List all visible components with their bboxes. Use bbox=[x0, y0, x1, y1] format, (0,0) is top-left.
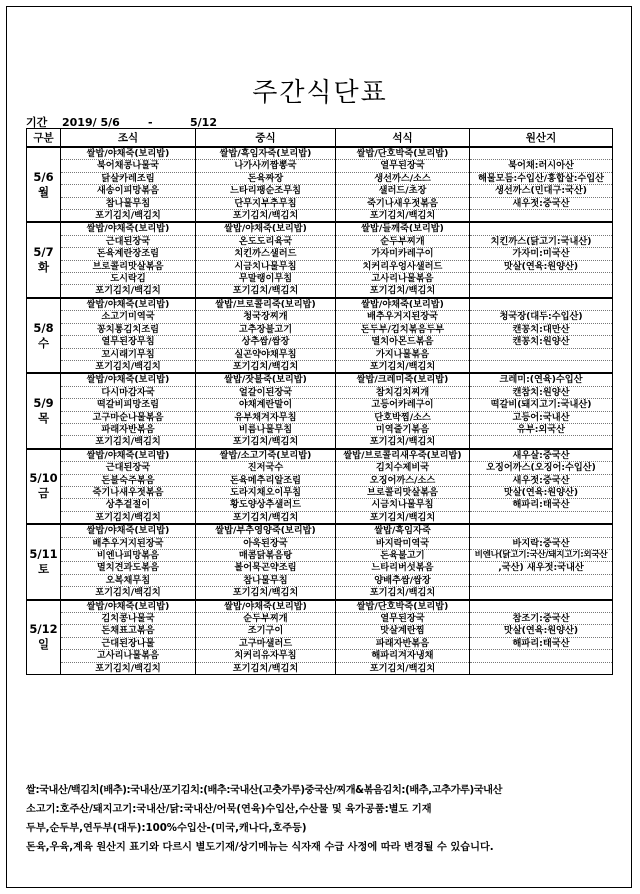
origin-cell: 맛살(연육:원양산) bbox=[470, 486, 613, 498]
header-origin: 원산지 bbox=[470, 129, 613, 148]
dinner-cell: 맛살계란찜 bbox=[336, 625, 470, 637]
menu-row bbox=[27, 360, 613, 373]
origin-cell bbox=[470, 587, 613, 600]
breakfast-cell: 새송이피망볶음 bbox=[61, 185, 196, 197]
dinner-cell: 가지나물볶음 bbox=[336, 348, 470, 360]
breakfast-cell: 포기김치/백김치 bbox=[61, 210, 196, 223]
origin-cell: 크레미:(연육)수입산 bbox=[470, 373, 613, 386]
menu-row bbox=[27, 511, 613, 524]
menu-row bbox=[27, 423, 613, 435]
dinner-cell: 생선까스/소스 bbox=[336, 172, 470, 184]
origin-cell: ,국산) 새우젓:국내산 bbox=[470, 562, 613, 574]
day-cell bbox=[27, 222, 61, 297]
dinner-cell: 고사리나물볶음 bbox=[336, 273, 470, 285]
origin-cell: 바지락:중국산 bbox=[470, 537, 613, 549]
lunch-cell: 포기김치/백김치 bbox=[196, 210, 336, 223]
dinner-cell: 가자미카레구이 bbox=[336, 248, 470, 260]
day-date: 5/12 bbox=[29, 622, 58, 637]
origin-cell: 비엔나(닭고기:국산/돼지고기:외국산 bbox=[470, 550, 613, 562]
lunch-cell: 쌀밥/야채죽(보리밥) bbox=[196, 600, 336, 613]
menu-row bbox=[27, 650, 613, 662]
dinner-cell: 샐러드/초장 bbox=[336, 185, 470, 197]
day-cell bbox=[27, 373, 61, 448]
menu-row bbox=[27, 323, 613, 335]
lunch-cell: 포기김치/백김치 bbox=[196, 285, 336, 298]
breakfast-cell: 파래자반볶음 bbox=[61, 423, 196, 435]
menu-row bbox=[27, 160, 613, 172]
lunch-cell: 유부채겨자무침 bbox=[196, 411, 336, 423]
dinner-cell: 열무된장국 bbox=[336, 613, 470, 625]
dinner-cell: 치커리우엉사샐러드 bbox=[336, 260, 470, 272]
menu-row bbox=[27, 613, 613, 625]
origin-cell: 새우젓:중국산 bbox=[470, 474, 613, 486]
page-title: 주간식단표 bbox=[252, 78, 388, 108]
menu-row bbox=[27, 662, 613, 674]
dinner-cell: 돈두부/김치볶음두부 bbox=[336, 323, 470, 335]
dinner-cell: 돈육불고기 bbox=[336, 550, 470, 562]
breakfast-cell: 소고기미역국 bbox=[61, 311, 196, 323]
menu-body bbox=[27, 147, 613, 675]
day-cell bbox=[27, 600, 61, 675]
day-date: 5/8 bbox=[33, 320, 54, 335]
origin-cell: 캔참치:원양산 bbox=[470, 386, 613, 398]
breakfast-cell: 멸치견과도볶음 bbox=[61, 562, 196, 574]
dinner-cell: 쌀밥/브로콜리새우죽(보리밥) bbox=[336, 449, 470, 462]
menu-row bbox=[27, 562, 613, 574]
lunch-cell: 치커리유자무침 bbox=[196, 650, 336, 662]
menu-row bbox=[27, 235, 613, 247]
origin-cell bbox=[470, 210, 613, 223]
origin-cell: 해파리:태국산 bbox=[470, 499, 613, 511]
breakfast-cell: 열무된장무침 bbox=[61, 336, 196, 348]
lunch-cell: 고추장불고기 bbox=[196, 323, 336, 335]
note-line: 쌀:국내산/백김치(배추):국내산/포기김치:(배추:국내산(고춧가루)중국산/찌개&볶음김치:(배추,고추가루)국내산 bbox=[26, 785, 503, 796]
lunch-cell: 쌀밥/부추영양죽(보리밥) bbox=[196, 524, 336, 537]
breakfast-cell: 포기김치/백김치 bbox=[61, 360, 196, 373]
menu-row bbox=[27, 348, 613, 360]
breakfast-cell: 꼬시래기무침 bbox=[61, 348, 196, 360]
dinner-cell: 포기김치/백김치 bbox=[336, 436, 470, 449]
lunch-cell: 볼어묵곤약조림 bbox=[196, 562, 336, 574]
dinner-cell: 느타리버섯볶음 bbox=[336, 562, 470, 574]
lunch-cell: 상추쌈/쌈장 bbox=[196, 336, 336, 348]
breakfast-cell: 돈불숙주볶음 bbox=[61, 474, 196, 486]
menu-row bbox=[27, 499, 613, 511]
menu-row bbox=[27, 373, 613, 386]
menu-row bbox=[27, 185, 613, 197]
dinner-cell: 오징어까스/소스 bbox=[336, 474, 470, 486]
dinner-cell: 고등어카레구이 bbox=[336, 399, 470, 411]
breakfast-cell: 떡갈비피망조림 bbox=[61, 399, 196, 411]
lunch-cell: 시금치나물무침 bbox=[196, 260, 336, 272]
lunch-cell: 쌀밥/야채죽(보리밥) bbox=[196, 222, 336, 235]
lunch-cell: 황도양상추샐러드 bbox=[196, 499, 336, 511]
origin-cell bbox=[470, 360, 613, 373]
header-category: 구분 bbox=[27, 129, 61, 148]
menu-row bbox=[27, 210, 613, 223]
menu-row bbox=[27, 197, 613, 209]
origin-cell bbox=[470, 273, 613, 285]
origin-cell: 가자미:미국산 bbox=[470, 248, 613, 260]
menu-row bbox=[27, 600, 613, 613]
lunch-cell: 청국장찌개 bbox=[196, 311, 336, 323]
lunch-cell: 포기김치/백김치 bbox=[196, 511, 336, 524]
day-weekday: 수 bbox=[37, 335, 50, 350]
dinner-cell: 멸치아몬드볶음 bbox=[336, 336, 470, 348]
day-cell bbox=[27, 524, 61, 599]
day-date: 5/10 bbox=[29, 471, 58, 486]
origin-cell: 맛살(연육:원양산) bbox=[470, 625, 613, 637]
dinner-cell: 순두부찌개 bbox=[336, 235, 470, 247]
dinner-cell: 포기김치/백김치 bbox=[336, 210, 470, 223]
origin-cell: 생선까스(민대구:국산) bbox=[470, 185, 613, 197]
breakfast-cell: 포기김치/백김치 bbox=[61, 511, 196, 524]
menu-row bbox=[27, 486, 613, 498]
lunch-cell: 쌀밥/잣불죽(보리밥) bbox=[196, 373, 336, 386]
menu-row bbox=[27, 550, 613, 562]
menu-row bbox=[27, 462, 613, 474]
origin-cell: 청국장(대두:수입산) bbox=[470, 311, 613, 323]
menu-row bbox=[27, 574, 613, 586]
day-weekday: 월 bbox=[37, 184, 50, 199]
dinner-cell: 쌀밥/야채죽(보리밥) bbox=[336, 298, 470, 311]
note-line: 소고기:호주산/돼지고기:국내산/닭:국내산/어묵(연육)수입산,수산물 및 육가공품:별도 기재 bbox=[26, 804, 432, 815]
menu-row bbox=[27, 449, 613, 462]
origin-cell bbox=[470, 574, 613, 586]
origin-cell: 캔꽁치:대만산 bbox=[470, 323, 613, 335]
lunch-cell: 야채계란말이 bbox=[196, 399, 336, 411]
origin-cell: 새우살:중국산 bbox=[470, 449, 613, 462]
breakfast-cell: 포기김치/백김치 bbox=[61, 587, 196, 600]
origin-cell bbox=[470, 662, 613, 674]
lunch-cell: 얼갈이된장국 bbox=[196, 386, 336, 398]
lunch-cell: 조기구이 bbox=[196, 625, 336, 637]
breakfast-cell: 다시마감자국 bbox=[61, 386, 196, 398]
dinner-cell: 쌀밥/들깨죽(보리밥) bbox=[336, 222, 470, 235]
note-line: 두부,순두부,연두부(대두):100%수입산-(미국,캐나다,호주등) bbox=[26, 823, 307, 834]
menu-row bbox=[27, 625, 613, 637]
origin-cell: 해물모듬:수입산/홍합살:수입산 bbox=[470, 172, 613, 184]
menu-row bbox=[27, 637, 613, 649]
menu-row bbox=[27, 336, 613, 348]
lunch-cell: 진저국수 bbox=[196, 462, 336, 474]
period-start: 2019/ 5/6 bbox=[62, 116, 120, 129]
origin-cell: 고등어:국내산 bbox=[470, 411, 613, 423]
lunch-cell: 순두부찌개 bbox=[196, 613, 336, 625]
dinner-cell: 배추우거지된장국 bbox=[336, 311, 470, 323]
day-date: 5/7 bbox=[33, 245, 54, 260]
dinner-cell: 브로콜리맛살볶음 bbox=[336, 486, 470, 498]
lunch-cell: 쌀밥/브로콜리죽(보리밥) bbox=[196, 298, 336, 311]
breakfast-cell: 포기김치/백김치 bbox=[61, 285, 196, 298]
breakfast-cell: 고사리나물볶음 bbox=[61, 650, 196, 662]
breakfast-cell: 돈채표고볶음 bbox=[61, 625, 196, 637]
day-weekday: 일 bbox=[37, 637, 50, 652]
menu-row bbox=[27, 436, 613, 449]
dinner-cell: 김치수제비국 bbox=[336, 462, 470, 474]
lunch-cell: 고구마샐러드 bbox=[196, 637, 336, 649]
menu-row bbox=[27, 537, 613, 549]
menu-row bbox=[27, 273, 613, 285]
dinner-cell: 포기김치/백김치 bbox=[336, 662, 470, 674]
day-date: 5/6 bbox=[33, 169, 54, 184]
lunch-cell: 포기김치/백김치 bbox=[196, 436, 336, 449]
origin-cell: 북어채:러시아산 bbox=[470, 160, 613, 172]
origin-cell bbox=[470, 222, 613, 235]
lunch-cell: 치킨까스샐러드 bbox=[196, 248, 336, 260]
header-dinner: 석식 bbox=[336, 129, 470, 148]
dinner-cell: 해파리겨자냉채 bbox=[336, 650, 470, 662]
breakfast-cell: 근대된장국 bbox=[61, 462, 196, 474]
lunch-cell: 참나물무침 bbox=[196, 574, 336, 586]
origin-cell bbox=[470, 511, 613, 524]
dinner-cell: 참치김치찌개 bbox=[336, 386, 470, 398]
origin-cell: 유부:외국산 bbox=[470, 423, 613, 435]
dinner-cell: 포기김치/백김치 bbox=[336, 360, 470, 373]
day-date: 5/9 bbox=[33, 396, 54, 411]
breakfast-cell: 김치콩나물국 bbox=[61, 613, 196, 625]
lunch-cell: 나가사끼짬뽕국 bbox=[196, 160, 336, 172]
origin-cell bbox=[470, 524, 613, 537]
day-cell bbox=[27, 449, 61, 524]
breakfast-cell: 포기김치/백김치 bbox=[61, 436, 196, 449]
breakfast-cell: 죽기나새우젓볶음 bbox=[61, 486, 196, 498]
menu-row bbox=[27, 399, 613, 411]
dinner-cell: 쌀밥/흑임자죽 bbox=[336, 524, 470, 537]
menu-row bbox=[27, 524, 613, 537]
dinner-cell: 쌀밥/단호박죽(보리밥) bbox=[336, 147, 470, 160]
lunch-cell: 포기김치/백김치 bbox=[196, 587, 336, 600]
menu-row bbox=[27, 474, 613, 486]
dinner-cell: 양배추쌈/쌈장 bbox=[336, 574, 470, 586]
breakfast-cell: 쌀밥/야채죽(보리밥) bbox=[61, 298, 196, 311]
breakfast-cell: 포기김치/백김치 bbox=[61, 662, 196, 674]
dinner-cell: 포기김치/백김치 bbox=[336, 587, 470, 600]
breakfast-cell: 쌀밥/야채죽(보리밥) bbox=[61, 524, 196, 537]
breakfast-cell: 상추겉절이 bbox=[61, 499, 196, 511]
breakfast-cell: 쌀밥/야채죽(보리밥) bbox=[61, 449, 196, 462]
day-cell bbox=[27, 147, 61, 222]
breakfast-cell: 근대된장나물 bbox=[61, 637, 196, 649]
breakfast-cell: 쌀밥/야채죽(보리밥) bbox=[61, 600, 196, 613]
origin-cell bbox=[470, 436, 613, 449]
breakfast-cell: 비엔나피망볶음 bbox=[61, 550, 196, 562]
notes-section bbox=[26, 781, 626, 857]
breakfast-cell: 고구마순나물볶음 bbox=[61, 411, 196, 423]
breakfast-cell: 참나물무침 bbox=[61, 197, 196, 209]
lunch-cell: 온도도리육국 bbox=[196, 235, 336, 247]
period-dash: - bbox=[148, 116, 153, 129]
dinner-cell: 쌀밥/크레미죽(보리밥) bbox=[336, 373, 470, 386]
day-weekday: 토 bbox=[37, 561, 50, 576]
lunch-cell: 쌀밥/흑임자죽(보리밥) bbox=[196, 147, 336, 160]
menu-row bbox=[27, 248, 613, 260]
dinner-cell: 파래자반볶음 bbox=[336, 637, 470, 649]
header-lunch: 중식 bbox=[196, 129, 336, 148]
menu-row bbox=[27, 222, 613, 235]
dinner-cell: 포기김치/백김치 bbox=[336, 285, 470, 298]
breakfast-cell: 배추우거지된장국 bbox=[61, 537, 196, 549]
day-cell bbox=[27, 298, 61, 373]
breakfast-cell: 쌀밥/야채죽(보리밥) bbox=[61, 373, 196, 386]
menu-row bbox=[27, 298, 613, 311]
breakfast-cell: 근대된장국 bbox=[61, 235, 196, 247]
dinner-cell: 쌀밥/단호박죽(보리밥) bbox=[336, 600, 470, 613]
menu-row bbox=[27, 147, 613, 160]
lunch-cell: 포기김치/백김치 bbox=[196, 360, 336, 373]
lunch-cell: 매콤닭볶음탕 bbox=[196, 550, 336, 562]
menu-row bbox=[27, 587, 613, 600]
breakfast-cell: 쌀밥/야채죽(보리밥) bbox=[61, 222, 196, 235]
origin-cell bbox=[470, 348, 613, 360]
dinner-cell: 시금치나물무침 bbox=[336, 499, 470, 511]
breakfast-cell: 브로콜리맛살볶음 bbox=[61, 260, 196, 272]
menu-row bbox=[27, 285, 613, 298]
origin-cell: 치킨까스(닭고기:국내산) bbox=[470, 235, 613, 247]
dinner-cell: 미역줄기볶음 bbox=[336, 423, 470, 435]
lunch-cell: 쌀밥/소고기죽(보리밥) bbox=[196, 449, 336, 462]
breakfast-cell: 쌀밥/야채죽(보리밥) bbox=[61, 147, 196, 160]
dinner-cell: 열무된장국 bbox=[336, 160, 470, 172]
breakfast-cell: 꽁치통김치조림 bbox=[61, 323, 196, 335]
period-end: 5/12 bbox=[190, 116, 217, 129]
breakfast-cell: 도시락김 bbox=[61, 273, 196, 285]
breakfast-cell: 닭살카레조림 bbox=[61, 172, 196, 184]
menu-row bbox=[27, 311, 613, 323]
lunch-cell: 느타리팽순조무침 bbox=[196, 185, 336, 197]
origin-cell bbox=[470, 600, 613, 613]
origin-cell: 떡갈비(돼지고기:국내산) bbox=[470, 399, 613, 411]
breakfast-cell: 북어채콩나물국 bbox=[61, 160, 196, 172]
menu-table bbox=[26, 128, 613, 675]
period-label: 기간 bbox=[26, 116, 48, 129]
dinner-cell: 단호박찜/소스 bbox=[336, 411, 470, 423]
origin-cell: 맛살(연육:원양산) bbox=[470, 260, 613, 272]
lunch-cell: 아욱된장국 bbox=[196, 537, 336, 549]
origin-cell: 참조기:중국산 bbox=[470, 613, 613, 625]
lunch-cell: 포기김치/백김치 bbox=[196, 662, 336, 674]
lunch-cell: 단무지부추무침 bbox=[196, 197, 336, 209]
day-date: 5/11 bbox=[29, 546, 58, 561]
dinner-cell: 죽기나새우젓볶음 bbox=[336, 197, 470, 209]
menu-row bbox=[27, 386, 613, 398]
origin-cell bbox=[470, 147, 613, 160]
dinner-cell: 포기김치/백김치 bbox=[336, 511, 470, 524]
dinner-cell: 바지락미역국 bbox=[336, 537, 470, 549]
origin-cell bbox=[470, 285, 613, 298]
origin-cell bbox=[470, 650, 613, 662]
breakfast-cell: 돈육계란장조림 bbox=[61, 248, 196, 260]
lunch-cell: 돈육메추리알조림 bbox=[196, 474, 336, 486]
origin-cell: 캔꽁치:원양산 bbox=[470, 336, 613, 348]
menu-header-row bbox=[27, 129, 613, 148]
lunch-cell: 실곤약야채무침 bbox=[196, 348, 336, 360]
breakfast-cell: 오복채무침 bbox=[61, 574, 196, 586]
lunch-cell: 도라지채오이무침 bbox=[196, 486, 336, 498]
lunch-cell: 비름나물무침 bbox=[196, 423, 336, 435]
origin-cell: 오징어까스(오징어:수입산) bbox=[470, 462, 613, 474]
day-weekday: 금 bbox=[37, 486, 50, 501]
lunch-cell: 무말랭이무침 bbox=[196, 273, 336, 285]
menu-row bbox=[27, 260, 613, 272]
menu-row bbox=[27, 172, 613, 184]
lunch-cell: 돈육짜장 bbox=[196, 172, 336, 184]
day-weekday: 목 bbox=[37, 411, 50, 426]
origin-cell: 새우젓:중국산 bbox=[470, 197, 613, 209]
header-breakfast: 조식 bbox=[61, 129, 196, 148]
origin-cell: 해파리:태국산 bbox=[470, 637, 613, 649]
menu-row bbox=[27, 411, 613, 423]
note-line: 돈육,우육,계육 원산지 표기와 다르시 별도기재/상기메뉴는 식자재 수급 사정에 따라 변경될 수 있습니다. bbox=[26, 842, 494, 853]
origin-cell bbox=[470, 298, 613, 311]
day-weekday: 화 bbox=[37, 260, 50, 275]
